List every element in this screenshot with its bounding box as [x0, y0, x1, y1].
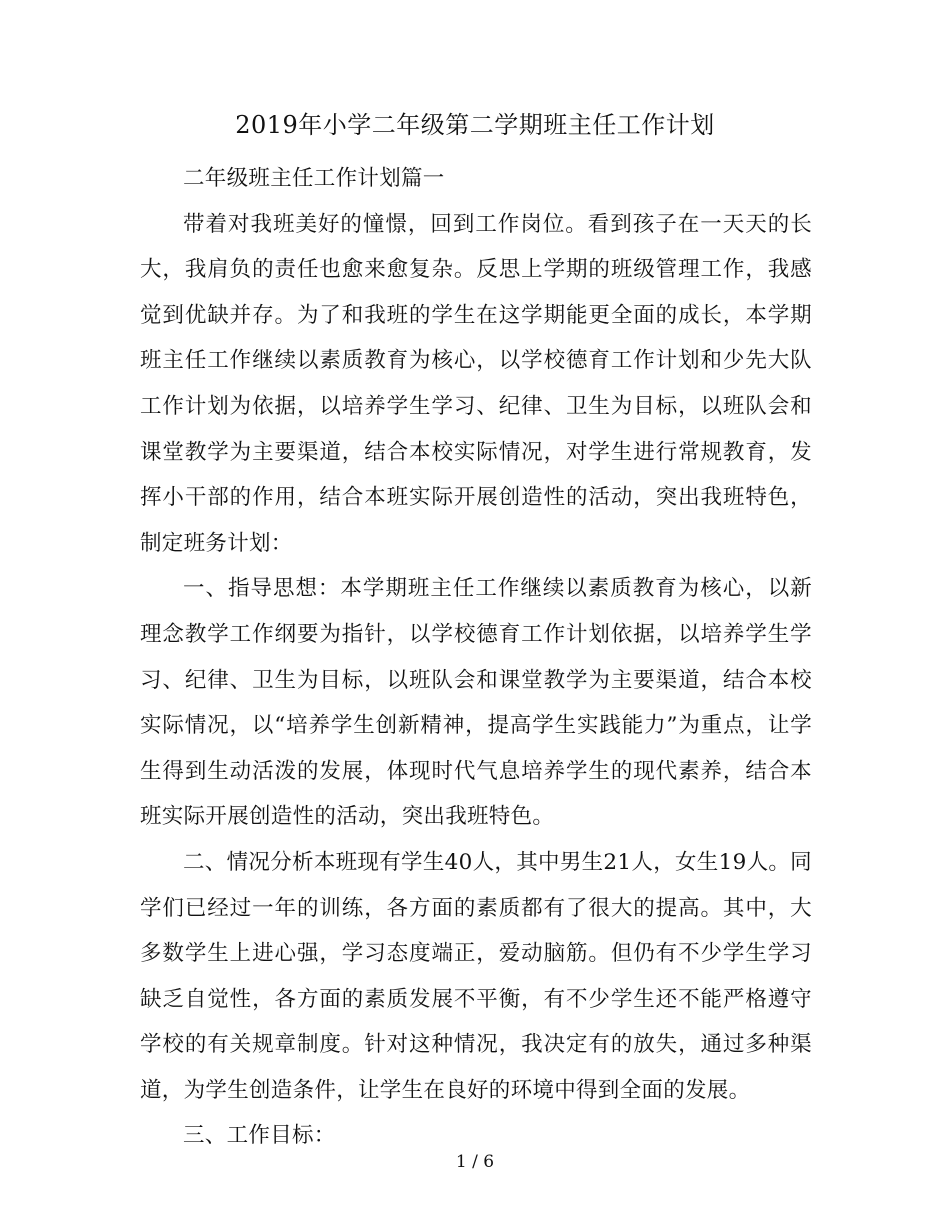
- paragraph-intro: 带着对我班美好的憧憬，回到工作岗位。看到孩子在一天天的长大，我肩负的责任也愈来愈复杂。反思上学期的班级管理工作，我感觉到优缺并存。为了和我班的学生在这学期能更全面的成长，本学期班主任工作继续以素质教育为核心，以学校德育工作计划和少先大队工作计划为依据，以培养学生学习、纪律、卫生为目标，以班队会和课堂教学为主要渠道，结合本校实际情况，对学生进行常规教育，发挥小干部的作用，结合本班实际开展创造性的活动，突出我班特色，制定班务计划：: [140, 211, 812, 556]
- paragraph-work-goals: 三、工作目标：: [183, 1123, 336, 1149]
- document-body: [140, 156, 812, 1159]
- paragraph-guiding-ideology: 一、指导思想：本学期班主任工作继续以素质教育为核心，以新理念教学工作纲要为指针，以学校德育工作计划依据，以培养学生学习、纪律、卫生为目标，以班队会和课堂教学为主要渠道，结合本校实际情况，以“培养学生创新精神，提高学生实践能力”为重点，让学生得到生动活泼的发展，体现时代气息培养学生的现代素养，结合本班实际开展创造性的活动，突出我班特色。: [140, 576, 812, 830]
- document-title: 2019年小学二年级第二学期班主任工作计划: [235, 111, 715, 139]
- section-heading: 二年级班主任工作计划篇一: [183, 166, 445, 191]
- paragraph-situation-analysis: 二、情况分析本班现有学生40人，其中男生21人，女生19人。同学们已经过一年的训练，各方面的素质都有了很大的提高。其中，大多数学生上进心强，学习态度端正，爱动脑筋。但仍有不少学生学习缺乏自觉性，各方面的素质发展不平衡，有不少学生还不能严格遵守学校的有关规章制度。针对这种情况，我决定有的放失，通过多种渠道，为学生创造条件，让学生在良好的环境中得到全面的发展。: [140, 849, 812, 1103]
- page-number: 1 / 6: [455, 1152, 495, 1172]
